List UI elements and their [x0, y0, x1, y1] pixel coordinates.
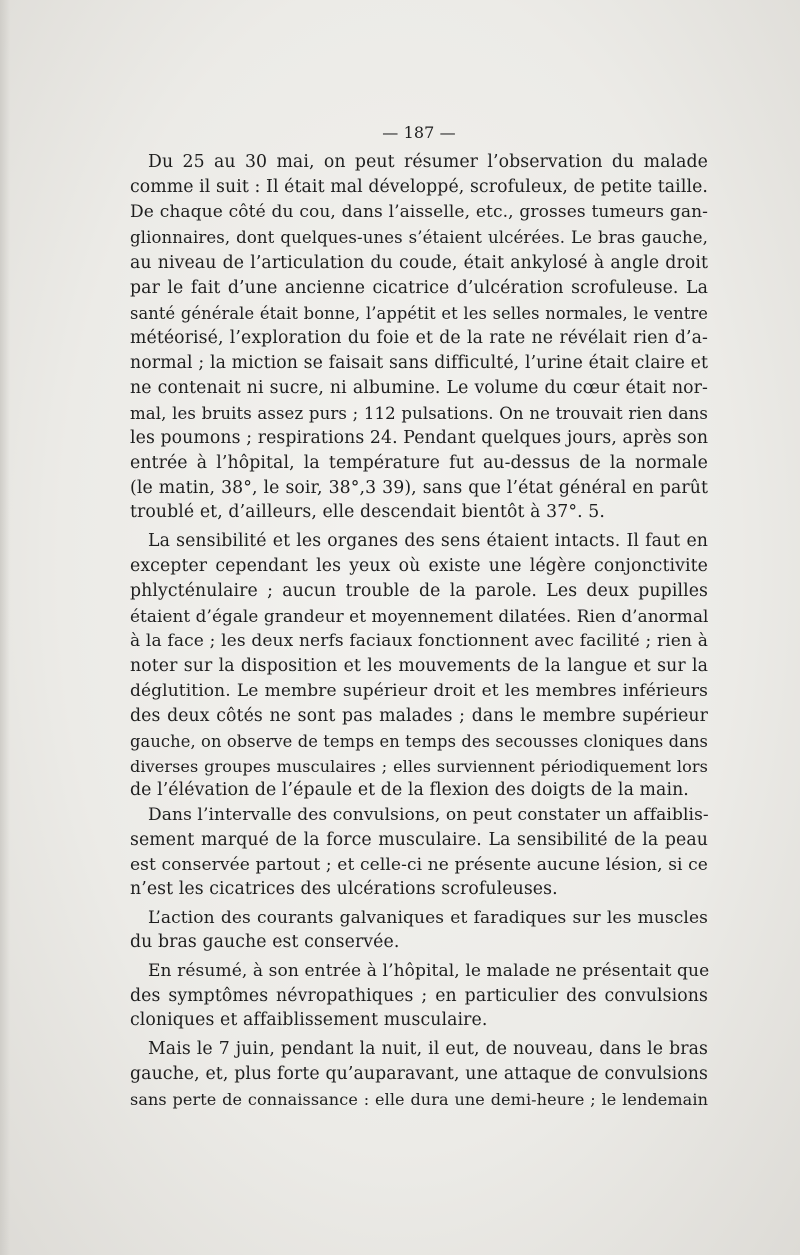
text-line: au niveau de l’articulation du coude, était ankylosé à angle droit: [130, 253, 708, 273]
text-line: De chaque côté du cou, dans l’aisselle, etc., grosses tumeurs gan-: [130, 202, 708, 222]
text-line: diverses groupes musculaires ; elles surviennent périodiquement lors: [130, 757, 708, 776]
text-line: phlycténulaire ; aucun trouble de la parole. Les deux pupilles: [130, 581, 708, 601]
text-line: mal, les bruits assez purs ; 112 pulsations. On ne trouvait rien dans: [130, 404, 708, 423]
text-line: excepter cependant les yeux où existe une légère conjonctivite: [130, 556, 708, 576]
text-line: cloniques et affaiblissement musculaire.: [130, 1010, 488, 1030]
text-line: gauche, on observe de temps en temps des secousses cloniques dans: [130, 732, 708, 751]
text-line: du bras gauche est conservée.: [130, 932, 400, 952]
text-line: glionnaires, dont quelques-unes s’étaient ulcérées. Le bras gauche,: [130, 228, 708, 247]
text-line: Du 25 au 30 mai, on peut résumer l’observation du malade: [148, 152, 708, 172]
page-fold-shadow: [0, 0, 10, 1255]
text-line: des deux côtés ne sont pas malades ; dans le membre supérieur: [130, 706, 708, 726]
text-line: Dans l’intervalle des convulsions, on peut constater un affaiblis-: [148, 805, 709, 825]
text-line: par le fait d’une ancienne cicatrice d’ulcération scrofuleuse. La: [130, 278, 708, 298]
text-line: gauche, et, plus forte qu’auparavant, une attaque de convulsions: [130, 1064, 708, 1084]
text-line: déglutition. Le membre supérieur droit et les membres inférieurs: [130, 681, 708, 701]
text-line: normal ; la miction se faisait sans difficulté, l’urine était claire et: [130, 353, 708, 373]
text-line: est conservée partout ; et celle-ci ne présente aucune lésion, si ce: [130, 855, 708, 875]
text-line: étaient d’égale grandeur et moyennement dilatées. Rien d’anormal: [130, 606, 709, 626]
text-line: comme il suit : Il était mal développé, scrofuleux, de petite taille.: [130, 177, 708, 197]
text-line: sement marqué de la force musculaire. La sensibilité de la peau: [130, 830, 708, 850]
text-line: santé générale était bonne, l’appétit et les selles normales, le ventre: [130, 304, 708, 323]
text-line: sans perte de connaissance : elle dura une demi-heure ; le lendemain: [130, 1090, 708, 1109]
text-line: En résumé, à son entrée à l’hôpital, le malade ne présentait que: [148, 961, 710, 981]
text-line: à la face ; les deux nerfs faciaux fonctionnent avec facilité ; rien à: [130, 631, 708, 651]
text-line: L’action des courants galvaniques et faradiques sur les muscles: [148, 908, 708, 928]
text-line: des symptômes névropathiques ; en particulier des convulsions: [130, 986, 708, 1006]
text-line: La sensibilité et les organes des sens étaient intacts. Il faut en: [148, 531, 708, 551]
text-line: les poumons ; respirations 24. Pendant quelques jours, après son: [130, 428, 709, 448]
text-line: ne contenait ni sucre, ni albumine. Le volume du cœur était nor-: [130, 378, 708, 398]
text-line: Mais le 7 juin, pendant la nuit, il eut, de nouveau, dans le bras: [148, 1039, 708, 1059]
text-line: (le matin, 38°, le soir, 38°,3 39), sans que l’état général en parût: [130, 478, 708, 498]
text-line: noter sur la disposition et les mouvements de la langue et sur la: [130, 656, 708, 676]
text-line: de l’élévation de l’épaule et de la flexion des doigts de la main.: [130, 780, 689, 800]
text-line: n’est les cicatrices des ulcérations scrofuleuses.: [130, 879, 558, 899]
text-line: météorisé, l’exploration du foie et de la rate ne révélait rien d’a-: [130, 328, 708, 348]
text-line: troublé et, d’ailleurs, elle descendait bientôt à 37°. 5.: [130, 502, 605, 522]
page-number: — 187 —: [382, 123, 456, 142]
text-line: entrée à l’hôpital, la température fut au-dessus de la normale: [130, 453, 708, 473]
